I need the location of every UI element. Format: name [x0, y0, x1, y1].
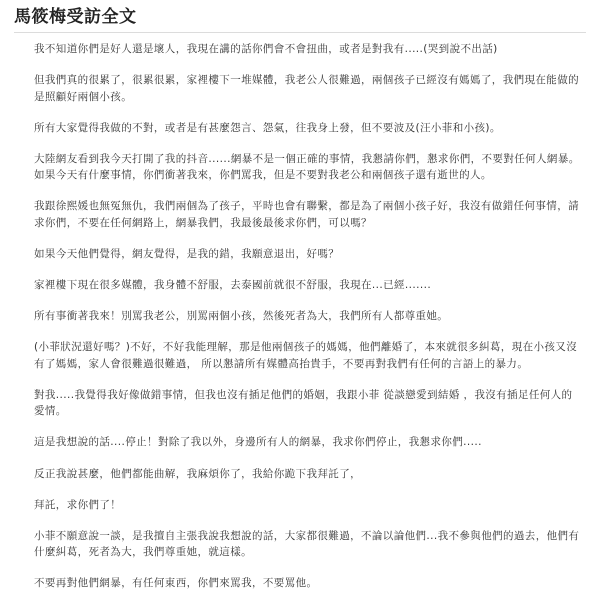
paragraph: 拜託，求你們了！ [34, 498, 122, 511]
paragraph: 但我們真的很累了，很累很累，家裡樓下一堆媒體，我老公人很難過，兩個孩子已經沒有媽媽了，我們現在能做的是照顧好兩個小孩。 [34, 74, 579, 103]
paragraph: 反正我說甚麼，他們都能曲解，我麻煩你了，我給你跪下我拜託了， [34, 467, 361, 480]
title-divider [14, 32, 586, 33]
paragraph: 家裡樓下現在很多媒體，我身體不舒服，去泰國前就很不舒服，我現在...已經....... [34, 279, 432, 292]
paragraph: 我不知道你們是好人還是壞人，我現在講的話你們會不會扭曲，或者是對我有.....(哭到說不出話) [34, 43, 498, 55]
paragraph: (小菲狀況還好嗎？)不好，不好我能理解，那是他兩個孩子的媽媽，他們離婚了，本來就很多糾葛，現在小孩又沒有了媽媽，家人會很難過很難過， 所以懇請所有媒體高抬貴手，不要再對我們有任何的言語上的暴力。 [34, 341, 578, 370]
paragraph: 大陸網友看到我今天打開了我的抖音......網暴不是一個正確的事情，我懇請你們，懇求你們，不要對任何人網暴。如果今天有什麼事情，你們衝著我來，你們罵我，但是不要對我老公和兩個孩子還有逝世的人。 [34, 152, 580, 182]
paragraph: 我跟徐熙媛也無冤無仇，我們兩個為了孩子，平時也會有聯繫，都是為了兩個小孩子好，我沒有做錯任何事情，請求你們，不要在任何網路上，網暴我們，我最後最後求你們，可以嗎？ [34, 200, 579, 229]
paragraph: 小菲不願意說一談，是我擅自主張我說我想說的話，大家都很難過，不論以論他們...我不參與他們的過去，他們有什麼糾葛，死者為大，我們尊重她，就這樣。 [34, 529, 580, 559]
paragraph: 不要再對他們網暴，有任何東西，你們來罵我，不要罵他。 [34, 577, 318, 590]
paragraph: 所有大家覺得我做的不對，或者是有甚麼怨言、怨氣，往我身上發，但不要波及(汪小菲和小孩)。 [34, 121, 501, 134]
article-body [0, 41, 600, 592]
paragraph: 如果今天他們覺得，網友覺得，是我的錯，我願意退出，好嗎？ [34, 247, 340, 260]
paragraph: 所有事衝著我來！別罵我老公，別罵兩個小孩，然後死者為大，我們所有人都尊重她。 [34, 310, 449, 323]
paragraph: 這是我想說的話....停止！對除了我以外，身邊所有人的網暴，我求你們停止，我懇求你們..... [34, 436, 482, 449]
article-title: 馬筱梅受訪全文 [14, 7, 137, 27]
paragraph: 對我.....我覺得我好像做錯事情，但我也沒有插足他們的婚姻，我跟小菲 從談戀愛到結婚 ，我沒有插足任何人的愛情。 [34, 388, 573, 418]
